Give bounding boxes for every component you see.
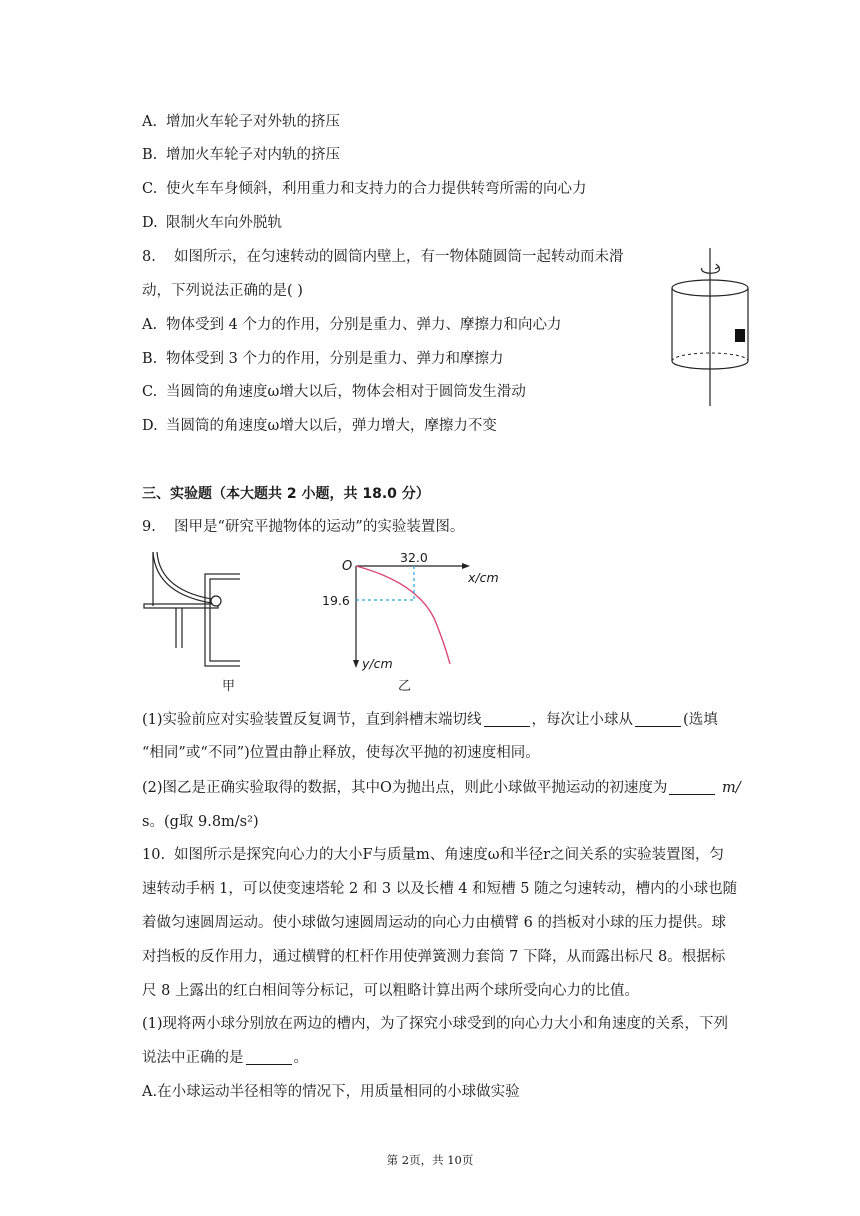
q9-p1-b: ，每次让小球从 (531, 712, 634, 728)
q8-cylinder-figure (664, 246, 756, 408)
q9-stem-text: 图甲是“研究平抛物体的运动”的实验装置图。 (174, 519, 465, 535)
origin-label: O (342, 559, 353, 574)
q10-part1-line2 (142, 1048, 308, 1068)
option-letter: B. (142, 351, 158, 367)
q7-option-d (142, 213, 282, 233)
option-letter: C. (142, 181, 158, 197)
q9-stem (142, 517, 464, 537)
page-footer: 第 2页，共 10页 (386, 1153, 474, 1167)
q9-p2-unit: m/ (722, 780, 741, 796)
x-mark-label: 32.0 (400, 550, 428, 565)
q9-p2-a: (2)图乙是正确实验取得的数据，其中O为抛出点，则此小球做平抛运动的初速度为 (142, 780, 668, 796)
q9-p1-c: (选填 (683, 712, 718, 728)
y-axis-label: y/cm (362, 656, 393, 671)
q9-part2-line1 (142, 778, 741, 798)
option-letter: D. (142, 418, 158, 434)
option-letter: A. (142, 317, 158, 333)
option-letter: B. (142, 147, 158, 163)
y-mark-label: 19.6 (322, 593, 350, 608)
q9-part2-line2: s。(g取 9.8m/s²) (142, 814, 259, 830)
option-letter: C. (142, 384, 158, 400)
trajectory-figure-yi (318, 548, 508, 698)
option-text: 物体受到 3 个力的作用，分别是重力、弹力和摩擦力 (166, 351, 504, 367)
answer-blank (669, 780, 715, 795)
option-text: 当圆筒的角速度ω增大以后，弹力增大，摩擦力不变 (166, 418, 497, 434)
answer-blank (484, 712, 530, 727)
q9-p1-a: (1)实验前应对实验装置反复调节，直到斜槽末端切线 (142, 712, 482, 728)
trajectory-curve (356, 566, 450, 664)
q10-text: 如图所示是探究向心力的大小F与质量m、角速度ω和半径r之间关系的实验装置图，匀 (174, 847, 725, 863)
q8-stem-line2: 动，下列说法正确的是( ) (142, 283, 303, 299)
q8-option-a (142, 315, 561, 335)
section-title: 三、实验题（本大题共 2 小题，共 18.0 分） (142, 486, 430, 502)
option-text: 使火车车身倾斜，利用重力和支持力的合力提供转弯所需的向心力 (166, 181, 587, 197)
q8-stem-text: 如图所示，在匀速转动的圆筒内壁上，有一物体随圆筒一起转动而未滑 (174, 249, 624, 265)
q9-part1-line2: “相同”或“不同”)位置由静止释放，使每次平抛的初速度相同。 (142, 745, 540, 761)
option-text: 当圆筒的角速度ω增大以后，物体会相对于圆筒发生滑动 (166, 384, 526, 400)
q7-option-c (142, 179, 587, 199)
q10-line3: 着做匀速圆周运动。使小球做匀速圆周运动的向心力由横臂 6 的挡板对小球的压力提供。球 (142, 915, 726, 931)
option-text: 限制火车向外脱轨 (166, 215, 282, 231)
q10-line2: 速转动手柄 1，可以使变速塔轮 2 和 3 以及长槽 4 和短槽 5 随之匀速转动，槽内的小球也随 (142, 881, 738, 897)
question-number: 8. (142, 249, 156, 265)
q9-part1-line1 (142, 710, 718, 730)
q10-line1 (142, 845, 724, 865)
option-letter: A. (142, 114, 158, 130)
question-number: 10. (142, 847, 166, 863)
q8-option-b (142, 349, 503, 369)
question-number: 9. (142, 519, 156, 535)
x-axis-label: x/cm (468, 570, 499, 585)
option-letter: D. (142, 215, 158, 231)
option-text: 物体受到 4 个力的作用，分别是重力、弹力、摩擦力和向心力 (166, 317, 562, 333)
q8-stem-line1 (142, 247, 624, 267)
q10-line5: 尺 8 上露出的红白相间等分标记，可以粗略计算出两个球所受向心力的比值。 (142, 983, 639, 999)
answer-blank (635, 712, 681, 727)
option-text: 增加火车轮子对内轨的挤压 (166, 147, 340, 163)
figure-label-yi: 乙 (398, 679, 412, 694)
answer-blank (246, 1050, 292, 1065)
q10-option-a: A.在小球运动半径相等的情况下，用质量相同的小球做实验 (142, 1084, 520, 1100)
q7-option-b (142, 145, 340, 165)
q10-part1-line1: (1)现将两小球分别放在两边的槽内，为了探究小球受到的向心力大小和角速度的关系，下列 (142, 1016, 729, 1032)
q10-p1-end: 。 (293, 1050, 308, 1066)
option-text: 增加火车轮子对外轨的挤压 (166, 114, 340, 130)
q8-option-c (142, 382, 526, 402)
q7-option-a (142, 112, 340, 132)
figure-label-jia: 甲 (222, 679, 236, 694)
q8-option-d (142, 416, 497, 436)
apparatus-figure-jia (140, 548, 240, 698)
q10-line4: 对挡板的反作用力，通过横臂的杠杆作用使弹簧测力套筒 7 下降，从而露出标尺 8。根据标 (142, 949, 726, 965)
q10-p1-text: 说法中正确的是 (142, 1050, 244, 1066)
